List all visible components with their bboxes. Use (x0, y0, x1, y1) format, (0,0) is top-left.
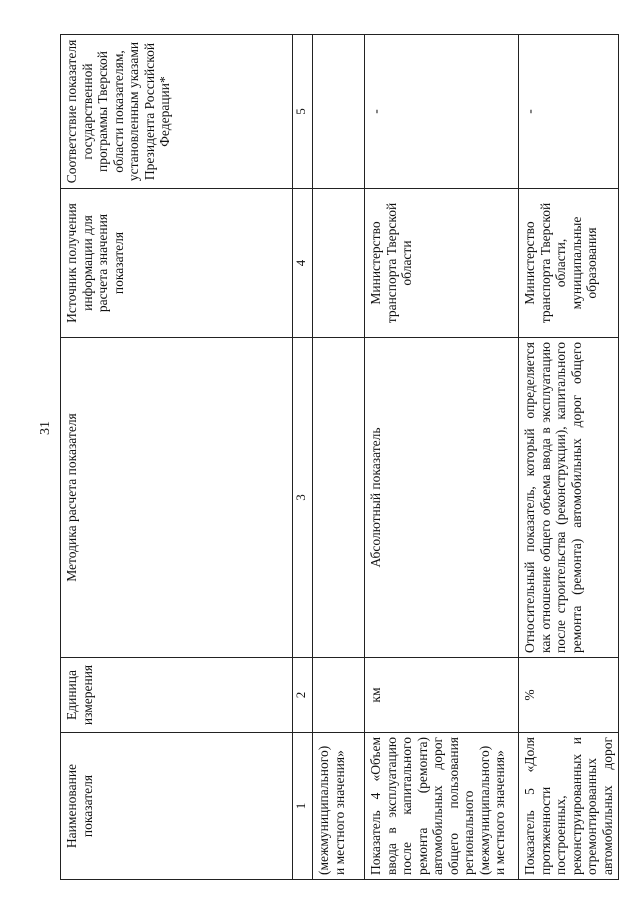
page-number: 31 (38, 421, 53, 435)
indicator-unit (313, 658, 365, 733)
column-number: 5 (293, 35, 313, 189)
column-number: 4 (293, 189, 313, 338)
column-number: 1 (293, 733, 313, 880)
indicator-method: Относительный показатель, который определяется как отношение общего объема ввода в эксплуатацию после строительства (реконструкции), капитального ремонта (ремонта) автомобильных дорог общего (519, 338, 619, 658)
indicator-compliance (313, 35, 365, 189)
column-number-row (293, 35, 313, 880)
indicator-method (313, 338, 365, 658)
header-unit: Единица измерения (61, 658, 293, 733)
column-number: 3 (293, 338, 313, 658)
header-source: Источник получения информации для расчета значения показателя (61, 189, 293, 338)
indicator-name: Показатель 5 «Доля протяженности построенных, реконструированных и отремонтированных автомобильных дорог (519, 733, 619, 880)
indicator-compliance: - (519, 35, 619, 189)
header-indicator-name: Наименование показателя (61, 733, 293, 880)
indicator-unit: % (519, 658, 619, 733)
indicator-unit: км (365, 658, 519, 733)
indicators-table (60, 34, 619, 880)
indicator-compliance: - (365, 35, 519, 189)
table-header-row (61, 35, 293, 880)
header-method: Методика расчета показателя (61, 338, 293, 658)
indicator-source: Министерство транспорта Тверской области (365, 189, 519, 338)
column-number: 2 (293, 658, 313, 733)
table-row (313, 35, 365, 880)
indicator-name: Показатель 4 «Объем ввода в эксплуатацию после капитального ремонта (ремонта) автомобильных дорог общего пользования регионального (межмуниципального) и местного значения» (365, 733, 519, 880)
indicator-source: Министерство транспорта Тверской области, муниципальные образования (519, 189, 619, 338)
indicator-method: Абсолютный показатель (365, 338, 519, 658)
indicator-name: (межмуниципального) и местного значения» (313, 733, 365, 880)
indicator-source (313, 189, 365, 338)
header-compliance: Соответствие показателя государственной программы Тверской области показателям, установленным указами Президента Российской Федерации* (61, 35, 293, 189)
rotated-table-container (60, 35, 615, 880)
table-row (519, 35, 619, 880)
table-row (365, 35, 519, 880)
